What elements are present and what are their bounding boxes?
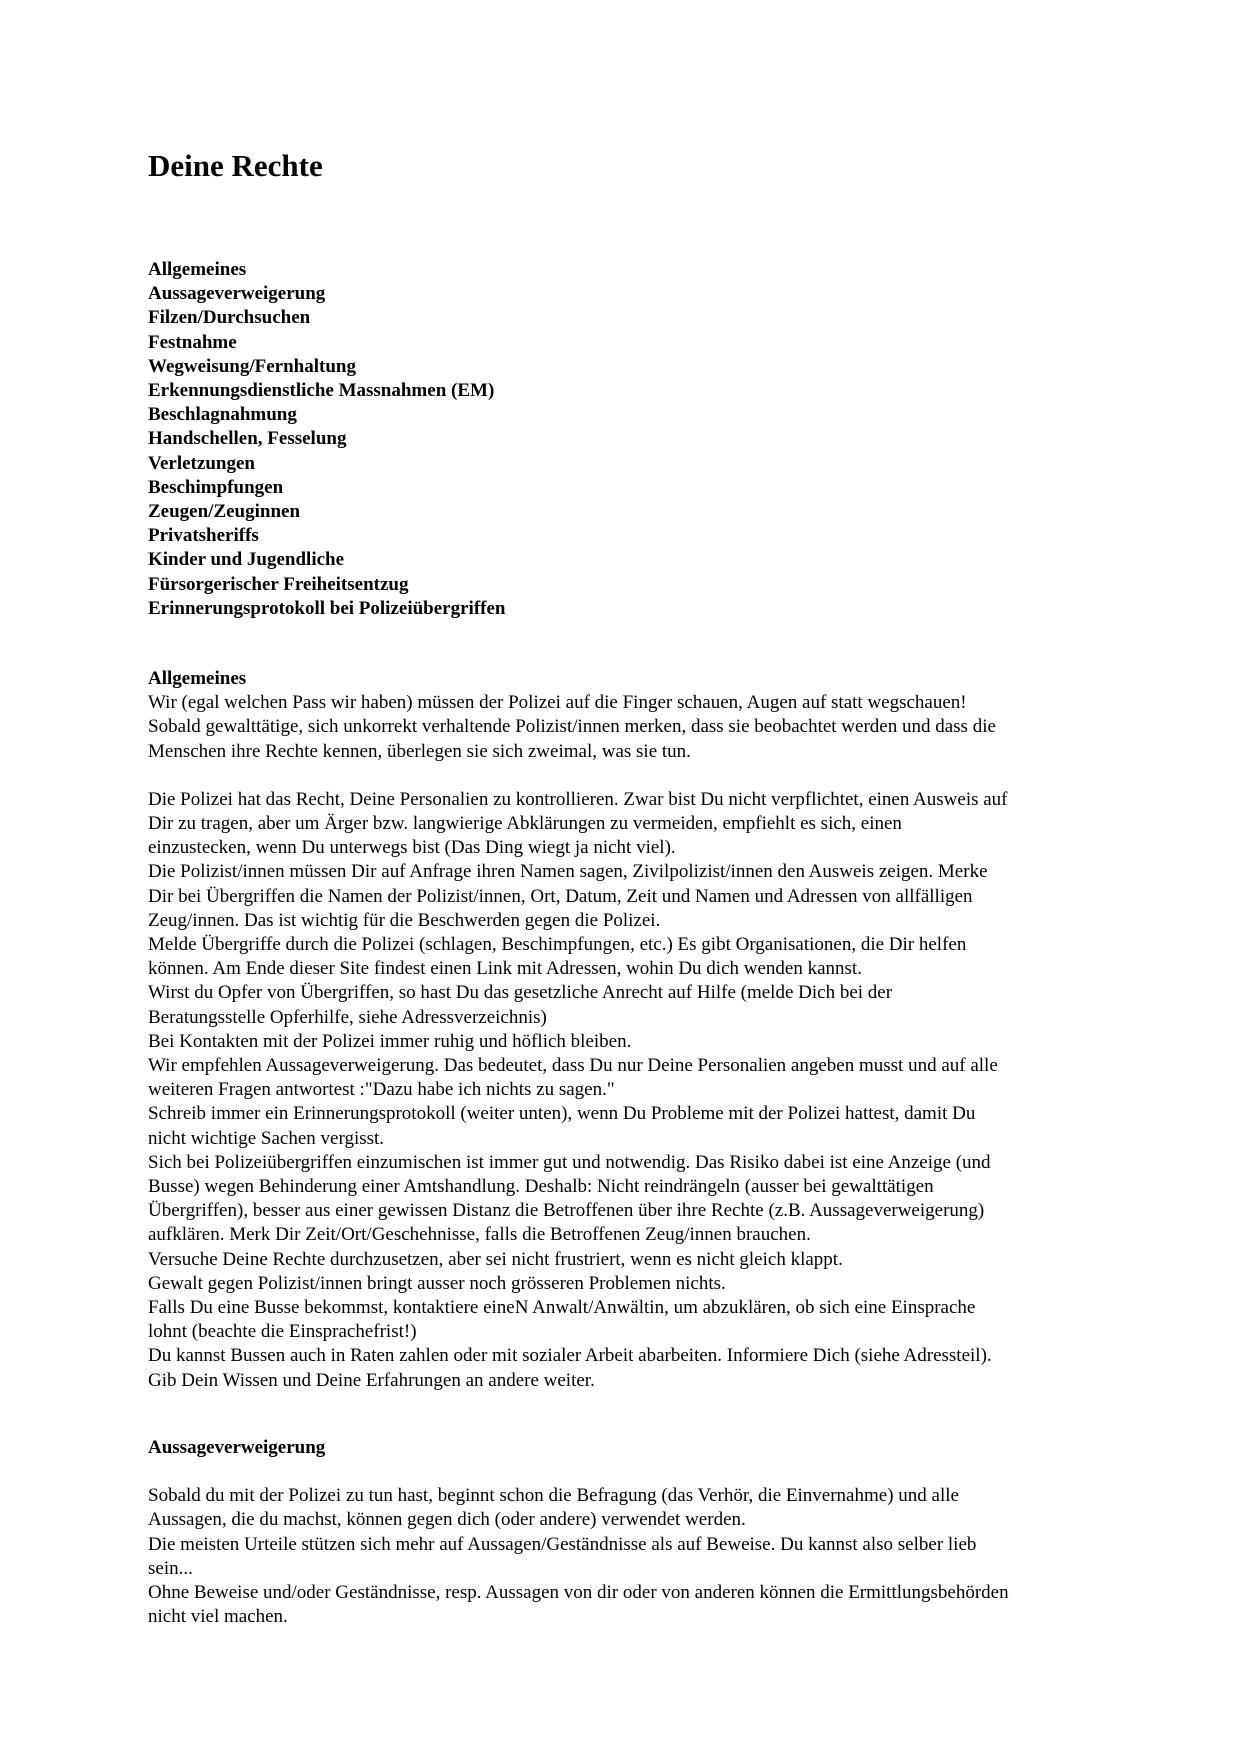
text-line: Menschen ihre Rechte kennen, überlegen sie sich zweimal, was sie tun. — [148, 740, 691, 762]
text-line: Die Polizist/innen müssen Dir auf Anfrage ihren Namen sagen, Zivilpolizist/innen den Ausweis zeigen. Merke — [148, 861, 988, 883]
text-line: Übergriffen), besser aus einer gewissen Distanz die Betroffenen über ihre Rechte (z.B. Aussageverweigerung) — [148, 1200, 985, 1222]
toc-item-kinder-jugendliche: Kinder und Jugendliche — [148, 549, 345, 571]
text-line: Wir (egal welchen Pass wir haben) müssen der Polizei auf die Finger schauen, Augen auf statt wegschauen! — [148, 692, 967, 714]
text-line: Beratungsstelle Opferhilfe, siehe Adressverzeichnis) — [148, 1006, 547, 1028]
toc-item-beschlagnahmung: Beschlagnahmung — [148, 404, 297, 426]
text-line: aufklären. Merk Dir Zeit/Ort/Geschehnisse, falls die Betroffenen Zeug/innen brauchen. — [148, 1224, 811, 1246]
text-line: Gewalt gegen Polizist/innen bringt ausser noch grösseren Problemen nichts. — [148, 1272, 726, 1294]
text-line: Dir zu tragen, aber um Ärger bzw. langwierige Abklärungen zu vermeiden, empfiehlt es sich, einen — [148, 813, 902, 835]
text-line: Sobald gewalttätige, sich unkorrekt verhaltende Polizist/innen merken, dass sie beobachtet werden und dass die — [148, 716, 996, 738]
text-line: Falls Du eine Busse bekommst, kontaktiere eineN Anwalt/Anwältin, um abzuklären, ob sich eine Einsprache — [148, 1297, 976, 1319]
page-title: Deine Rechte — [148, 148, 323, 183]
toc-item-zeugen: Zeugen/Zeuginnen — [148, 501, 301, 523]
section-allgemeines — [148, 667, 1098, 1393]
toc-item-allgemeines: Allgemeines — [148, 259, 247, 280]
toc-item-verletzungen: Verletzungen — [148, 452, 255, 474]
toc-item-aussageverweigerung: Aussageverweigerung — [148, 283, 326, 305]
text-line: einzustecken, wenn Du unterwegs bist (Das Ding wiegt ja nicht viel). — [148, 837, 676, 859]
toc-item-beschimpfungen: Beschimpfungen — [148, 476, 284, 498]
text-line: Wir empfehlen Aussageverweigerung. Das bedeutet, dass Du nur Deine Personalien angeben musst und auf alle — [148, 1055, 998, 1077]
text-line: Sich bei Polizeiübergriffen einzumischen ist immer gut und notwendig. Das Risiko dabei ist eine Anzeige (und — [148, 1151, 991, 1173]
text-line: Ohne Beweise und/oder Geständnisse, resp. Aussagen von dir oder von anderen können die Ermittlungsbehörden — [148, 1582, 1009, 1604]
text-line: Wirst du Opfer von Übergriffen, so hast Du das gesetzliche Anrecht auf Hilfe (melde Dich bei der — [148, 982, 893, 1004]
text-line: Gib Dein Wissen und Deine Erfahrungen an andere weiter. — [148, 1369, 595, 1391]
text-line: Zeug/innen. Das ist wichtig für die Beschwerden gegen die Polizei. — [148, 909, 661, 931]
section-heading: Aussageverweigerung — [148, 1437, 326, 1458]
text-line: weiteren Fragen antwortest :"Dazu habe ich nichts zu sagen." — [148, 1079, 615, 1101]
text-line: Melde Übergriffe durch die Polizei (schlagen, Beschimpfungen, etc.) Es gibt Organisationen, die Dir helfen — [148, 934, 967, 956]
toc-item-erinnerungsprotokoll: Erinnerungsprotokoll bei Polizeiübergriffen — [148, 597, 506, 619]
text-line: Dir bei Übergriffen die Namen der Polizist/innen, Ort, Datum, Zeit und Namen und Adressen von allfälligen — [148, 885, 973, 907]
text-line: sein... — [148, 1557, 193, 1579]
table-of-contents — [148, 258, 505, 621]
text-line: Die Polizei hat das Recht, Deine Personalien zu kontrollieren. Zwar bist Du nicht verpflichtet, einen Ausweis auf — [148, 788, 1008, 810]
toc-item-fuersorgerischer-freiheitsentzug: Fürsorgerischer Freiheitsentzug — [148, 573, 409, 595]
text-line: Aussagen, die du machst, können gegen dich (oder andere) verwendet werden. — [148, 1509, 746, 1531]
text-line: Bei Kontakten mit der Polizei immer ruhig und höflich bleiben. — [148, 1030, 632, 1052]
text-line: Sobald du mit der Polizei zu tun hast, beginnt schon die Befragung (das Verhör, die Einvernahme) und alle — [148, 1485, 959, 1507]
text-line: Die meisten Urteile stützen sich mehr auf Aussagen/Geständnisse als auf Beweise. Du kannst also selber lieb — [148, 1533, 977, 1555]
toc-item-handschellen: Handschellen, Fesselung — [148, 428, 347, 450]
toc-item-wegweisung: Wegweisung/Fernhaltung — [148, 355, 356, 377]
toc-item-festnahme: Festnahme — [148, 331, 237, 353]
paragraph — [148, 1484, 1098, 1629]
text-line: Du kannst Bussen auch in Raten zahlen oder mit sozialer Arbeit abarbeiten. Informiere Dich (siehe Adressteil). — [148, 1345, 992, 1367]
toc-item-filzen: Filzen/Durchsuchen — [148, 307, 311, 329]
text-line: nicht wichtige Sachen vergisst. — [148, 1127, 385, 1149]
section-heading: Allgemeines — [148, 668, 247, 689]
section-aussageverweigerung — [148, 1436, 1098, 1629]
paragraph — [148, 691, 1098, 764]
paragraph — [148, 788, 1098, 1393]
text-line: können. Am Ende dieser Site findest einen Link mit Adressen, wohin Du dich wenden kannst. — [148, 958, 862, 980]
text-line: Versuche Deine Rechte durchzusetzen, aber sei nicht frustriert, wenn es nicht gleich klappt. — [148, 1248, 843, 1270]
toc-item-erkennungsdienstliche-massnahmen: Erkennungsdienstliche Massnahmen (EM) — [148, 380, 495, 402]
text-line: lohnt (beachte die Einsprachefrist!) — [148, 1321, 417, 1343]
text-line: Busse) wegen Behinderung einer Amtshandlung. Deshalb: Nicht reindrängeln (ausser bei gewalttätigen — [148, 1176, 934, 1198]
text-line: nicht viel machen. — [148, 1606, 288, 1628]
text-line: Schreib immer ein Erinnerungsprotokoll (weiter unten), wenn Du Probleme mit der Polizei hattest, damit Du — [148, 1103, 976, 1125]
toc-item-privatsheriffs: Privatsheriffs — [148, 525, 259, 547]
